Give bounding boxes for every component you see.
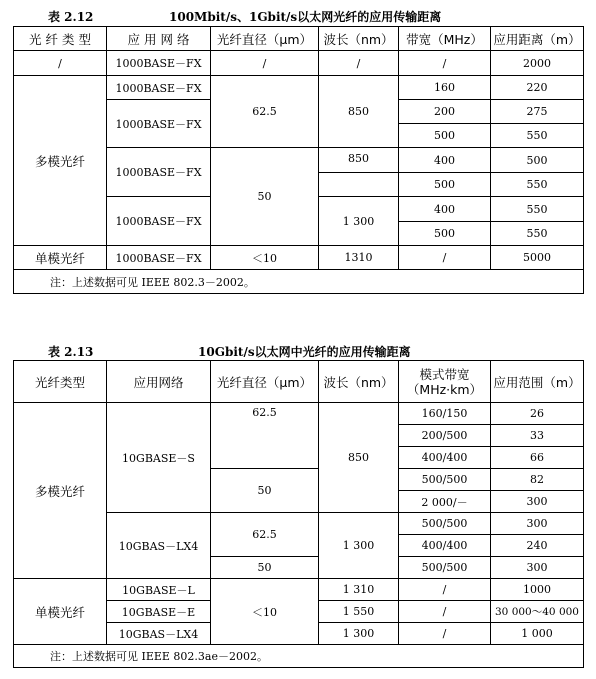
cell-bandwidth: / bbox=[399, 623, 491, 645]
table-row bbox=[14, 246, 584, 270]
header-diameter: 光纤直径（μm） bbox=[211, 361, 319, 403]
cell-type: 多模光纤 bbox=[14, 403, 107, 579]
table1-number: 表 2.12 bbox=[48, 10, 94, 24]
cell-network: 1000BASE－FX bbox=[107, 148, 211, 197]
cell-bandwidth: / bbox=[399, 579, 491, 601]
cell-diameter: 50 bbox=[211, 469, 319, 513]
cell-network: 10GBASE－L bbox=[107, 579, 211, 601]
cell-bandwidth: 500/500 bbox=[399, 513, 491, 535]
header-distance: 应用距离（m） bbox=[491, 27, 584, 51]
cell-bandwidth: / bbox=[399, 601, 491, 623]
cell-network: 10GBASE－E bbox=[107, 601, 211, 623]
cell-diameter: ＜10 bbox=[211, 579, 319, 645]
table1-title: 100Mbit/s、1Gbit/s以太网光纤的应用传输距离 bbox=[169, 10, 442, 24]
cell-range: 300 bbox=[491, 513, 584, 535]
table-row bbox=[14, 579, 584, 601]
cell-distance: 220 bbox=[491, 76, 584, 100]
header-diameter: 光纤直径（μm） bbox=[211, 27, 319, 51]
cell-bandwidth: 200 bbox=[399, 100, 491, 124]
cell-diameter: ＜10 bbox=[211, 246, 319, 270]
cell-wavelength: 850 bbox=[319, 148, 399, 173]
cell-wavelength: 850 bbox=[319, 403, 399, 513]
cell-range: 82 bbox=[491, 469, 584, 491]
cell-network: 1000BASE－FX bbox=[107, 76, 211, 100]
cell-bandwidth: 500/500 bbox=[399, 557, 491, 579]
cell-range: 300 bbox=[491, 491, 584, 513]
header-network: 应 用 网 络 bbox=[107, 27, 211, 51]
cell-diameter: 62.5 bbox=[211, 76, 319, 148]
cell-wavelength-empty bbox=[319, 173, 399, 197]
cell-wavelength: 1310 bbox=[319, 246, 399, 270]
header-fiber-type: 光纤类型 bbox=[14, 361, 107, 403]
cell-bandwidth: 400/400 bbox=[399, 535, 491, 557]
cell-distance: 275 bbox=[491, 100, 584, 124]
header-fiber-type: 光 纤 类 型 bbox=[14, 27, 107, 51]
cell-range: 1000 bbox=[491, 579, 584, 601]
table1-note-row bbox=[14, 270, 584, 294]
header-bandwidth: 带宽（MHz） bbox=[399, 27, 491, 51]
cell-range: 33 bbox=[491, 425, 584, 447]
header-wavelength: 波长（nm） bbox=[319, 361, 399, 403]
cell-range: 66 bbox=[491, 447, 584, 469]
cell-network: 1000BASE－FX bbox=[107, 246, 211, 270]
cell-distance: 550 bbox=[491, 197, 584, 222]
table1-header-row bbox=[14, 27, 584, 51]
table2 bbox=[13, 360, 584, 668]
table-row bbox=[14, 403, 584, 425]
cell-bandwidth: / bbox=[399, 51, 491, 76]
table-row bbox=[14, 51, 584, 76]
table1 bbox=[13, 26, 584, 294]
table2-note: 注：上述数据可见 IEEE 802.3ae－2002。 bbox=[14, 645, 584, 668]
cell-bandwidth: 500 bbox=[399, 173, 491, 197]
cell-wavelength: / bbox=[319, 51, 399, 76]
header-mode-bandwidth bbox=[399, 361, 491, 403]
cell-wavelength: 1 300 bbox=[319, 623, 399, 645]
cell-distance: 5000 bbox=[491, 246, 584, 270]
header-range: 应用范围（m） bbox=[491, 361, 584, 403]
cell-network: 10GBAS－LX4 bbox=[107, 623, 211, 645]
cell-distance: 550 bbox=[491, 173, 584, 197]
cell-bandwidth: 160 bbox=[399, 76, 491, 100]
cell-network: 1000BASE－FX bbox=[107, 100, 211, 148]
cell-network: 10GBAS－LX4 bbox=[107, 513, 211, 579]
header-mode-bandwidth-line2: （MHz·km） bbox=[406, 381, 483, 397]
cell-distance: 550 bbox=[491, 124, 584, 148]
cell-bandwidth: 500 bbox=[399, 222, 491, 246]
cell-bandwidth: / bbox=[399, 246, 491, 270]
table2-header-row bbox=[14, 361, 584, 403]
cell-diameter: 62.5 bbox=[211, 403, 319, 469]
cell-diameter: 50 bbox=[211, 148, 319, 246]
cell-wavelength: 1 310 bbox=[319, 579, 399, 601]
cell-range: 1 000 bbox=[491, 623, 584, 645]
cell-distance: 500 bbox=[491, 148, 584, 173]
cell-type: 多模光纤 bbox=[14, 76, 107, 246]
cell-type: 单模光纤 bbox=[14, 579, 107, 645]
table-row bbox=[14, 76, 584, 100]
cell-type: 单模光纤 bbox=[14, 246, 107, 270]
cell-type: / bbox=[14, 51, 107, 76]
cell-range: 300 bbox=[491, 557, 584, 579]
cell-network: 1000BASE－FX bbox=[107, 51, 211, 76]
table2-title: 10Gbit/s以太网中光纤的应用传输距离 bbox=[198, 345, 411, 359]
cell-bandwidth: 2 000/－ bbox=[399, 491, 491, 513]
cell-wavelength: 1 300 bbox=[319, 197, 399, 246]
cell-bandwidth: 400 bbox=[399, 197, 491, 222]
cell-diameter: 62.5 bbox=[211, 513, 319, 557]
cell-network: 1000BASE－FX bbox=[107, 197, 211, 246]
cell-distance: 2000 bbox=[491, 51, 584, 76]
cell-network: 10GBASE－S bbox=[107, 403, 211, 513]
header-network: 应用网络 bbox=[107, 361, 211, 403]
cell-distance: 550 bbox=[491, 222, 584, 246]
cell-range: 240 bbox=[491, 535, 584, 557]
cell-bandwidth: 160/150 bbox=[399, 403, 491, 425]
cell-bandwidth: 500/500 bbox=[399, 469, 491, 491]
cell-bandwidth: 500 bbox=[399, 124, 491, 148]
cell-bandwidth: 400 bbox=[399, 148, 491, 173]
cell-wavelength: 850 bbox=[319, 76, 399, 148]
cell-range: 26 bbox=[491, 403, 584, 425]
cell-range: 30 000～40 000 bbox=[491, 601, 584, 623]
cell-wavelength: 1 300 bbox=[319, 513, 399, 579]
cell-bandwidth: 200/500 bbox=[399, 425, 491, 447]
header-wavelength: 波长（nm） bbox=[319, 27, 399, 51]
cell-wavelength: 1 550 bbox=[319, 601, 399, 623]
table1-note: 注：上述数据可见 IEEE 802.3－2002。 bbox=[14, 270, 584, 294]
header-mode-bandwidth-line1: 模式带宽 bbox=[419, 366, 470, 382]
cell-diameter: / bbox=[211, 51, 319, 76]
table2-number: 表 2.13 bbox=[48, 345, 94, 359]
cell-bandwidth: 400/400 bbox=[399, 447, 491, 469]
table2-note-row bbox=[14, 645, 584, 668]
cell-diameter: 50 bbox=[211, 557, 319, 579]
